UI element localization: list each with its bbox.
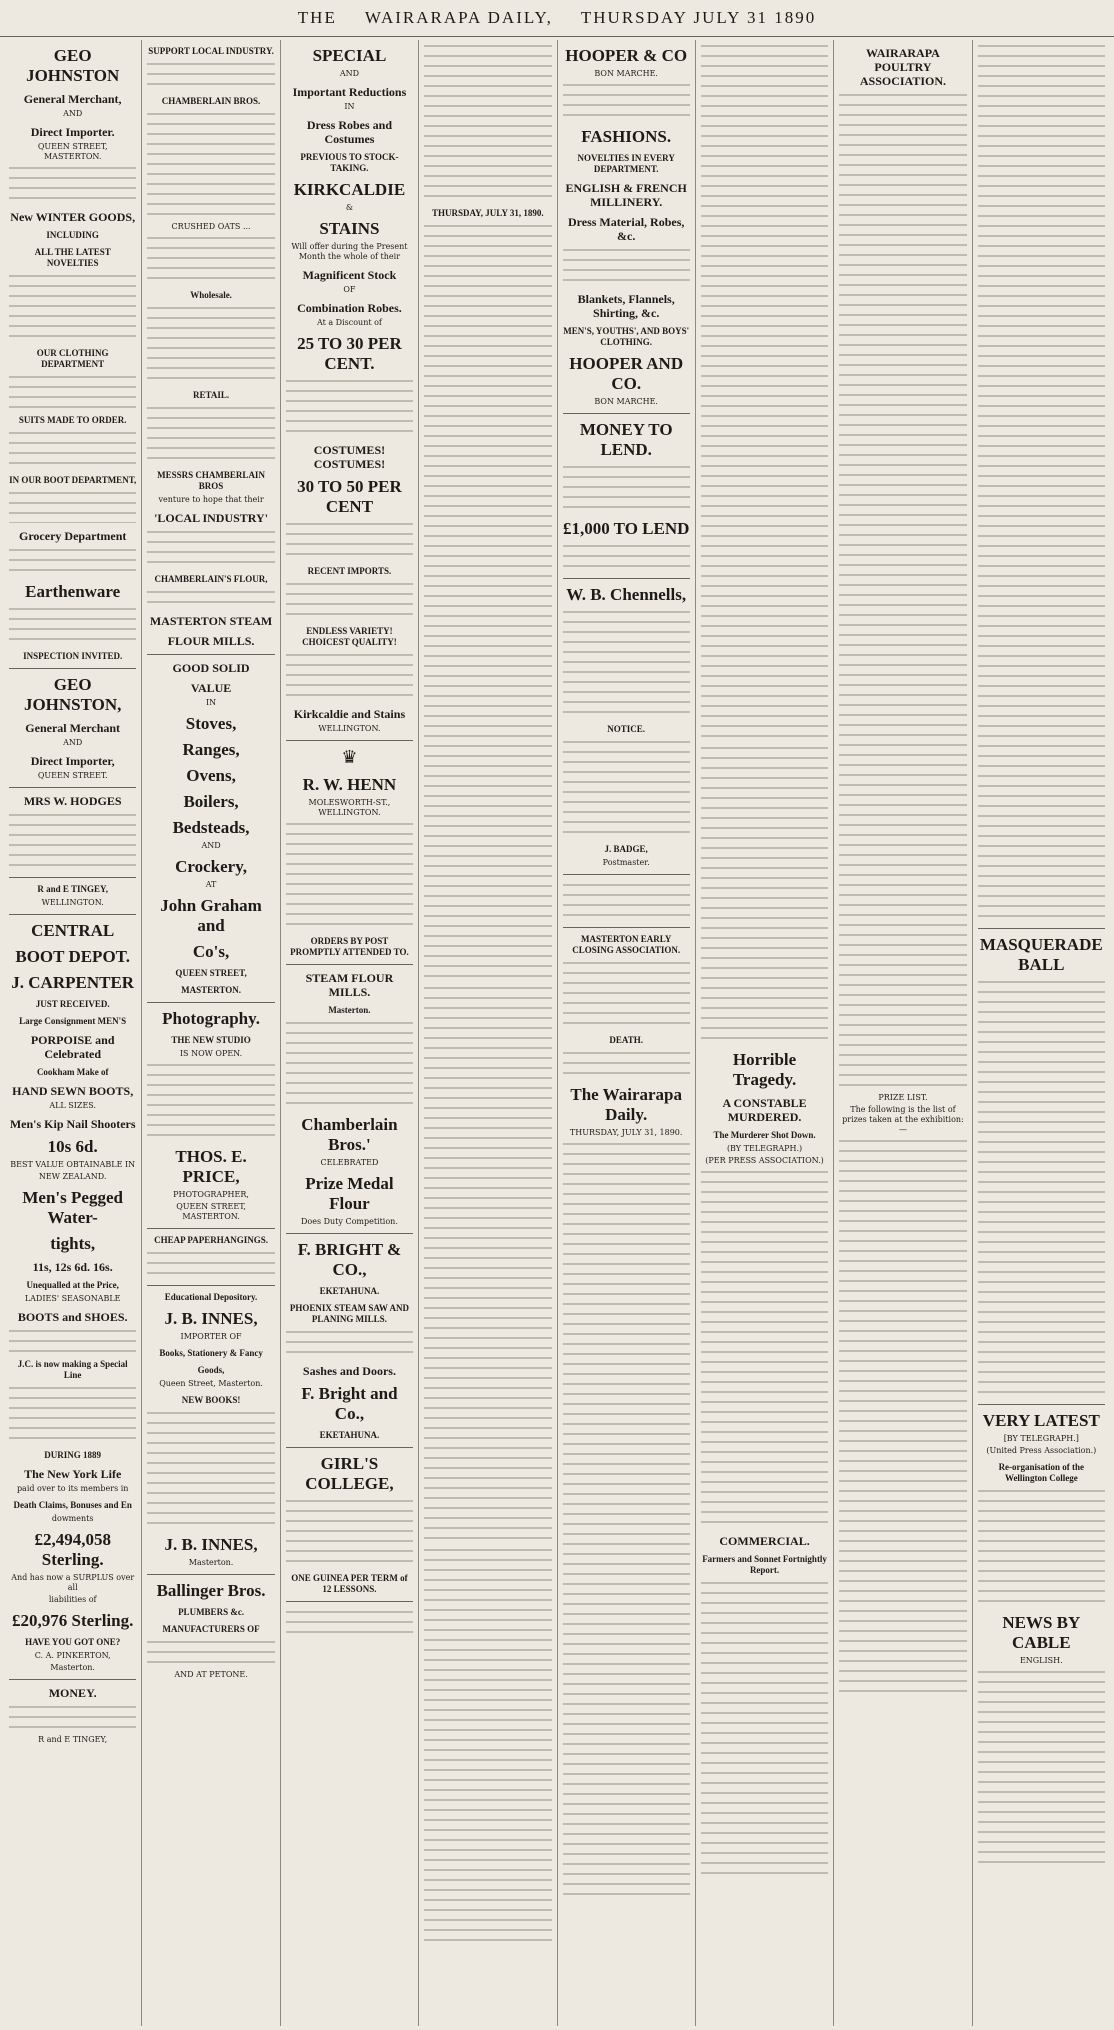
headline: Kirkcaldie and Stains bbox=[293, 707, 406, 721]
subheading: AND bbox=[339, 69, 360, 78]
subheading: AND bbox=[201, 841, 221, 850]
headline: HAND SEWN BOOTS, bbox=[12, 1084, 134, 1098]
subheading: liabilities of bbox=[48, 1595, 97, 1604]
headline: THE NEW STUDIO bbox=[171, 1035, 251, 1045]
column-rule bbox=[286, 740, 413, 741]
headline: The New York Life bbox=[24, 1467, 122, 1481]
article-text bbox=[147, 528, 274, 568]
headline: MONEY TO LEND. bbox=[579, 420, 673, 459]
article-text bbox=[563, 608, 690, 718]
headline: F. BRIGHT & CO., bbox=[297, 1240, 402, 1279]
headline: FLOUR MILLS. bbox=[167, 634, 255, 648]
headline: OUR CLOTHING DEPARTMENT bbox=[36, 348, 109, 369]
headline: IN OUR BOOT DEPARTMENT, bbox=[9, 475, 137, 485]
article-text bbox=[424, 42, 551, 202]
headline: General Merchant, bbox=[23, 92, 122, 106]
headline: F. Bright and Co., bbox=[301, 1384, 398, 1423]
column-5 bbox=[558, 40, 696, 2026]
article-text bbox=[701, 1579, 828, 1879]
subheading: IN bbox=[205, 698, 217, 707]
column-rule bbox=[9, 668, 136, 669]
headline: Important Reductions bbox=[292, 85, 407, 99]
headline: Unequalled at the Price, bbox=[26, 1280, 119, 1290]
subheading: & bbox=[345, 203, 353, 212]
headline: COMMERCIAL. bbox=[719, 1534, 810, 1548]
article-text bbox=[9, 429, 136, 469]
article-text bbox=[286, 580, 413, 620]
subheading: Postmaster. bbox=[602, 858, 650, 867]
article-text bbox=[563, 81, 690, 121]
headline: QUEEN STREET, bbox=[175, 968, 247, 978]
headline: VALUE bbox=[190, 681, 232, 695]
column-rule bbox=[286, 1233, 413, 1234]
headline: PORPOISE and Celebrated bbox=[30, 1033, 115, 1061]
article-text bbox=[9, 164, 136, 204]
article-text bbox=[9, 605, 136, 645]
article-text bbox=[424, 984, 551, 1544]
subheading: IS NOW OPEN. bbox=[179, 1049, 243, 1058]
subheading: PHOTOGRAPHER, bbox=[173, 1190, 249, 1199]
article-text bbox=[563, 738, 690, 838]
article-text bbox=[978, 1487, 1105, 1607]
headline: ENDLESS VARIETY! CHOICEST QUALITY! bbox=[302, 626, 397, 647]
subheading: C. A. PINKERTON, bbox=[34, 1651, 111, 1660]
headline: SUITS MADE TO ORDER. bbox=[18, 415, 127, 425]
headline: RETAIL. bbox=[193, 390, 230, 400]
headline: Goods, bbox=[197, 1365, 225, 1375]
headline: John Graham and bbox=[160, 896, 262, 935]
headline: PHOENIX STEAM SAW AND PLANING MILLS. bbox=[289, 1303, 409, 1324]
column-rule bbox=[147, 654, 274, 655]
headline: MASTERTON STEAM bbox=[149, 614, 273, 628]
headline: KIRKCALDIE bbox=[293, 180, 406, 199]
article-text bbox=[563, 246, 690, 286]
headline: THOS. E. PRICE, bbox=[175, 1147, 247, 1186]
headline: 30 TO 50 PER CENT bbox=[297, 477, 402, 516]
article-text bbox=[147, 1061, 274, 1141]
column-rule bbox=[978, 928, 1105, 929]
headline: Cookham Make of bbox=[36, 1067, 109, 1077]
subheading: venture to hope that their bbox=[158, 495, 264, 504]
headline: MASTERTON. bbox=[181, 985, 241, 995]
subheading: BEST VALUE OBTAINABLE IN bbox=[10, 1160, 136, 1169]
headline: MEN'S, YOUTHS', AND BOYS' CLOTHING. bbox=[563, 326, 690, 347]
columns bbox=[4, 40, 1110, 2026]
headline: Re-organisation of the Wellington College bbox=[998, 1462, 1085, 1483]
headline: £2,494,058 Sterling. bbox=[34, 1530, 111, 1569]
subheading: NEW ZEALAND. bbox=[38, 1172, 107, 1181]
headline: CENTRAL bbox=[31, 921, 115, 940]
headline: MRS W. HODGES bbox=[23, 794, 122, 808]
headline: Magnificent Stock bbox=[302, 268, 397, 282]
article-text bbox=[147, 110, 274, 220]
article-text bbox=[286, 377, 413, 437]
headline: Direct Importer, bbox=[30, 754, 115, 768]
article-text bbox=[9, 1327, 136, 1353]
subheading: IN bbox=[344, 102, 355, 111]
headline: W. B. Chennells, bbox=[566, 585, 687, 604]
article-text bbox=[147, 234, 274, 284]
subheading: WELLINGTON. bbox=[41, 898, 104, 907]
headline: Grocery Department bbox=[18, 529, 127, 543]
subheading: QUEEN STREET, MASTERTON. bbox=[176, 1202, 246, 1221]
headline: 10s 6d. bbox=[47, 1137, 98, 1156]
headline: R. W. HENN bbox=[302, 775, 397, 794]
subheading: dowments bbox=[51, 1514, 94, 1523]
article-text bbox=[563, 463, 690, 513]
article-text bbox=[563, 1140, 690, 1900]
headline: Farmers and Sonnet Fortnightly Report. bbox=[702, 1554, 827, 1575]
article-text bbox=[839, 91, 966, 1091]
article-text bbox=[9, 546, 136, 576]
subheading: R and E TINGEY, bbox=[38, 1735, 108, 1744]
column-7 bbox=[834, 40, 972, 2026]
headline: NEWS BY CABLE bbox=[1002, 1613, 1081, 1652]
headline: Boilers, bbox=[183, 792, 239, 811]
headline: DURING 1889 bbox=[44, 1450, 102, 1460]
headline: ORDERS BY POST PROMPTLY ATTENDED TO. bbox=[290, 936, 409, 957]
headline: SUPPORT LOCAL INDUSTRY. bbox=[148, 46, 274, 56]
article-text bbox=[978, 42, 1105, 922]
headline: Wholesale. bbox=[190, 290, 232, 300]
article-text bbox=[424, 222, 551, 982]
column-6 bbox=[696, 40, 834, 2026]
headline: STAINS bbox=[319, 219, 380, 238]
article-text bbox=[286, 820, 413, 930]
article-text bbox=[147, 60, 274, 90]
headline: J. BADGE, bbox=[604, 844, 648, 854]
subheading: AND bbox=[63, 109, 83, 118]
headline: Crockery, bbox=[175, 857, 248, 876]
royal-crest-icon: ♛ bbox=[341, 747, 358, 768]
headline: MASQUERADE BALL bbox=[979, 935, 1103, 974]
headline: HOOPER AND CO. bbox=[569, 354, 684, 393]
headline: BOOTS and SHOES. bbox=[17, 1310, 128, 1324]
column-rule bbox=[286, 964, 413, 965]
article-text bbox=[978, 978, 1105, 1398]
subheading: QUEEN STREET. bbox=[37, 771, 108, 780]
headline: Death Claims, Bonuses and En bbox=[13, 1500, 132, 1510]
column-rule bbox=[978, 1404, 1105, 1405]
article-text bbox=[9, 1703, 136, 1733]
headline: Stoves, bbox=[185, 714, 237, 733]
headline: Dress Robes and Costumes bbox=[306, 118, 392, 146]
masthead-left: THE bbox=[297, 8, 337, 27]
headline: General Merchant bbox=[25, 721, 121, 735]
subheading: Masterton. bbox=[50, 1663, 95, 1672]
subheading: [BY TELEGRAPH.] bbox=[1003, 1434, 1079, 1443]
headline: Co's, bbox=[192, 942, 230, 961]
article-text bbox=[9, 1384, 136, 1444]
headline: GEO JOHNSTON, bbox=[23, 675, 122, 714]
article-text bbox=[147, 304, 274, 384]
article-text bbox=[9, 811, 136, 871]
article-text bbox=[286, 1497, 413, 1567]
headline: tights, bbox=[50, 1234, 96, 1253]
headline: A CONSTABLE MURDERED. bbox=[722, 1096, 807, 1124]
headline: CHAMBERLAIN'S FLOUR, bbox=[154, 574, 268, 584]
headline: GEO JOHNSTON bbox=[26, 46, 120, 85]
headline: ENGLISH & FRENCH MILLINERY. bbox=[565, 181, 687, 209]
headline: SPECIAL bbox=[312, 46, 387, 65]
headline: GOOD SOLID bbox=[172, 661, 250, 675]
column-rule bbox=[563, 413, 690, 414]
headline: The Wairarapa Daily. bbox=[570, 1085, 682, 1124]
article-text bbox=[286, 651, 413, 701]
subheading: QUEEN STREET, MASTERTON. bbox=[37, 142, 108, 161]
article-text bbox=[286, 1328, 413, 1358]
headline: Earthenware bbox=[25, 582, 121, 601]
article-text bbox=[424, 1546, 551, 1946]
article-text bbox=[147, 588, 274, 608]
subheading: (PER PRESS ASSOCIATION.) bbox=[705, 1156, 824, 1165]
article-text bbox=[9, 373, 136, 409]
headline: Direct Importer. bbox=[30, 125, 115, 139]
subheading: CELEBRATED bbox=[320, 1158, 379, 1167]
headline: NEW BOOKS! bbox=[181, 1395, 241, 1405]
headline: JUST RECEIVED. bbox=[35, 999, 110, 1009]
subheading: Does Duty Competition. bbox=[300, 1217, 398, 1226]
headline: £1,000 TO LEND bbox=[562, 519, 690, 538]
article-text bbox=[9, 272, 136, 342]
article-text bbox=[701, 1168, 828, 1528]
masthead-date: THURSDAY JULY 31 1890 bbox=[580, 8, 817, 27]
subheading: CRUSHED OATS ... bbox=[171, 222, 251, 231]
column-2 bbox=[142, 40, 280, 2026]
headline: RECENT IMPORTS. bbox=[307, 566, 392, 576]
headline: VERY LATEST bbox=[982, 1411, 1100, 1430]
subheading: paid over to its members in bbox=[16, 1484, 129, 1493]
headline: The Murderer Shot Down. bbox=[713, 1130, 816, 1140]
subheading: IMPORTER OF bbox=[180, 1332, 242, 1341]
column-1 bbox=[4, 40, 142, 2026]
headline: Men's Kip Nail Shooters bbox=[9, 1117, 136, 1131]
subheading: Will offer during the Present Month the whole of their bbox=[291, 242, 408, 261]
article-text bbox=[978, 1668, 1105, 1868]
article-text bbox=[147, 1249, 274, 1279]
subheading: AND AT PETONE. bbox=[174, 1670, 248, 1679]
headline: THURSDAY, JULY 31, 1890. bbox=[431, 208, 544, 218]
headline: Prize Medal Flour bbox=[305, 1174, 394, 1213]
headline: GIRL'S COLLEGE, bbox=[305, 1454, 394, 1493]
headline: INSPECTION INVITED. bbox=[23, 651, 123, 661]
headline: J. B. INNES, bbox=[164, 1309, 258, 1328]
headline: MASTERTON EARLY CLOSING ASSOCIATION. bbox=[572, 934, 681, 955]
headline: J. B. INNES, bbox=[164, 1535, 258, 1554]
headline: CHEAP PAPERHANGINGS. bbox=[154, 1235, 268, 1245]
headline: J.C. is now making a Special Line bbox=[17, 1359, 128, 1380]
headline: MESSRS CHAMBERLAIN BROS bbox=[157, 470, 265, 491]
subheading: THURSDAY, JULY 31, 1890. bbox=[569, 1128, 683, 1137]
article-text bbox=[147, 1409, 274, 1529]
headline: STEAM FLOUR MILLS. bbox=[305, 971, 394, 999]
column-rule bbox=[286, 1601, 413, 1602]
headline: £20,976 Sterling. bbox=[12, 1611, 134, 1630]
headline: R and E TINGEY, bbox=[37, 884, 108, 894]
subheading: LADIES' SEASONABLE bbox=[24, 1294, 121, 1303]
headline: Sashes and Doors. bbox=[302, 1364, 396, 1378]
article-text bbox=[701, 42, 828, 742]
headline: HAVE YOU GOT ONE? bbox=[25, 1637, 121, 1647]
headline: Photography. bbox=[162, 1009, 260, 1028]
masthead-title: WAIRARAPA DAILY, bbox=[364, 8, 553, 27]
headline: INCLUDING bbox=[46, 230, 99, 240]
headline: WAIRARAPA POULTRY ASSOCIATION. bbox=[859, 46, 946, 88]
subheading: AT bbox=[205, 880, 217, 889]
headline: ALL THE LATEST NOVELTIES bbox=[34, 247, 111, 268]
article-text bbox=[286, 1608, 413, 1638]
headline: NOVELTIES IN EVERY DEPARTMENT. bbox=[577, 153, 675, 174]
subheading: Queen Street, Masterton. bbox=[159, 1379, 263, 1388]
column-rule bbox=[147, 1574, 274, 1575]
column-rule bbox=[563, 578, 690, 579]
headline: Ranges, bbox=[182, 740, 240, 759]
headline: 11s, 12s 6d. 16s. bbox=[32, 1260, 113, 1274]
headline: J. CARPENTER bbox=[11, 973, 135, 992]
article-text bbox=[701, 744, 828, 1044]
column-rule bbox=[9, 877, 136, 878]
headline: NOTICE. bbox=[607, 724, 646, 734]
headline: EKETAHUNA. bbox=[319, 1430, 380, 1440]
headline: DEATH. bbox=[609, 1035, 643, 1045]
headline: Bedsteads, bbox=[172, 818, 250, 837]
column-rule bbox=[147, 1002, 274, 1003]
headline: Educational Depository. bbox=[164, 1292, 258, 1302]
masthead bbox=[0, 0, 1114, 37]
subheading: MOLESWORTH-ST., WELLINGTON. bbox=[308, 798, 391, 817]
column-rule bbox=[9, 1679, 136, 1680]
subheading: PRIZE LIST. bbox=[878, 1093, 928, 1102]
column-rule bbox=[9, 914, 136, 915]
headline: Ballinger Bros. bbox=[156, 1581, 266, 1600]
headline: Chamberlain Bros.' bbox=[301, 1115, 398, 1154]
article-text bbox=[563, 1049, 690, 1079]
subheading: AND bbox=[63, 738, 83, 747]
column-8 bbox=[973, 40, 1110, 2026]
headline: Blankets, Flannels, Shirting, &c. bbox=[577, 292, 675, 320]
article-text bbox=[563, 881, 690, 921]
headline: 25 TO 30 PER CENT. bbox=[297, 334, 402, 373]
headline: ONE GUINEA PER TERM of 12 LESSONS. bbox=[291, 1573, 408, 1594]
headline: BOOT DEPOT. bbox=[15, 947, 130, 966]
subheading: OF bbox=[343, 285, 356, 294]
article-text bbox=[563, 542, 690, 572]
column-rule bbox=[147, 1228, 274, 1229]
column-rule bbox=[563, 874, 690, 875]
headline: Ovens, bbox=[186, 766, 236, 785]
headline: PREVIOUS TO STOCK-TAKING. bbox=[300, 152, 399, 173]
article-text bbox=[147, 404, 274, 464]
column-rule bbox=[563, 927, 690, 928]
subheading: WELLINGTON. bbox=[318, 724, 381, 733]
headline: Men's Pegged Water- bbox=[22, 1188, 123, 1227]
headline: Horrible Tragedy. bbox=[732, 1050, 797, 1089]
subheading: ENGLISH. bbox=[1019, 1656, 1063, 1665]
headline: New WINTER GOODS, bbox=[10, 210, 136, 224]
article-text bbox=[147, 1638, 274, 1668]
headline: Books, Stationery & Fancy bbox=[159, 1348, 263, 1358]
headline: FASHIONS. bbox=[581, 127, 672, 146]
subheading: The following is the list of prizes taken at the exhibition:— bbox=[842, 1105, 964, 1134]
headline: COSTUMES! COSTUMES! bbox=[313, 443, 386, 471]
headline: MONEY. bbox=[48, 1686, 97, 1700]
headline: Dress Material, Robes, &c. bbox=[567, 215, 685, 243]
headline: Large Consignment MEN'S bbox=[19, 1016, 127, 1026]
headline: HOOPER & CO bbox=[565, 46, 688, 65]
subheading: At a Discount of bbox=[316, 318, 382, 327]
headline: 'LOCAL INDUSTRY' bbox=[154, 511, 269, 525]
article-text bbox=[9, 489, 136, 523]
subheading: ALL SIZES. bbox=[49, 1101, 97, 1110]
article-text bbox=[563, 959, 690, 1029]
headline: Masterton. bbox=[328, 1005, 371, 1015]
column-rule bbox=[147, 1285, 274, 1286]
column-4 bbox=[419, 40, 557, 2026]
column-3 bbox=[281, 40, 419, 2026]
headline: Combination Robes. bbox=[297, 301, 402, 315]
headline: EKETAHUNA. bbox=[319, 1286, 380, 1296]
headline: PLUMBERS &c. bbox=[178, 1607, 245, 1617]
article-text bbox=[286, 1019, 413, 1109]
article-text bbox=[839, 1137, 966, 1697]
subheading: And has now a SURPLUS over all bbox=[11, 1573, 135, 1592]
headline: MANUFACTURERS OF bbox=[162, 1624, 260, 1634]
subheading: BON MARCHE. bbox=[594, 69, 658, 78]
column-rule bbox=[286, 1447, 413, 1448]
subheading: (United Press Association.) bbox=[986, 1446, 1097, 1455]
headline: CHAMBERLAIN BROS. bbox=[161, 96, 261, 106]
subheading: BON MARCHE. bbox=[594, 397, 658, 406]
subheading: Masterton. bbox=[188, 1558, 234, 1567]
article-text bbox=[286, 520, 413, 560]
subheading: (BY TELEGRAPH.) bbox=[726, 1144, 803, 1153]
column-rule bbox=[9, 787, 136, 788]
